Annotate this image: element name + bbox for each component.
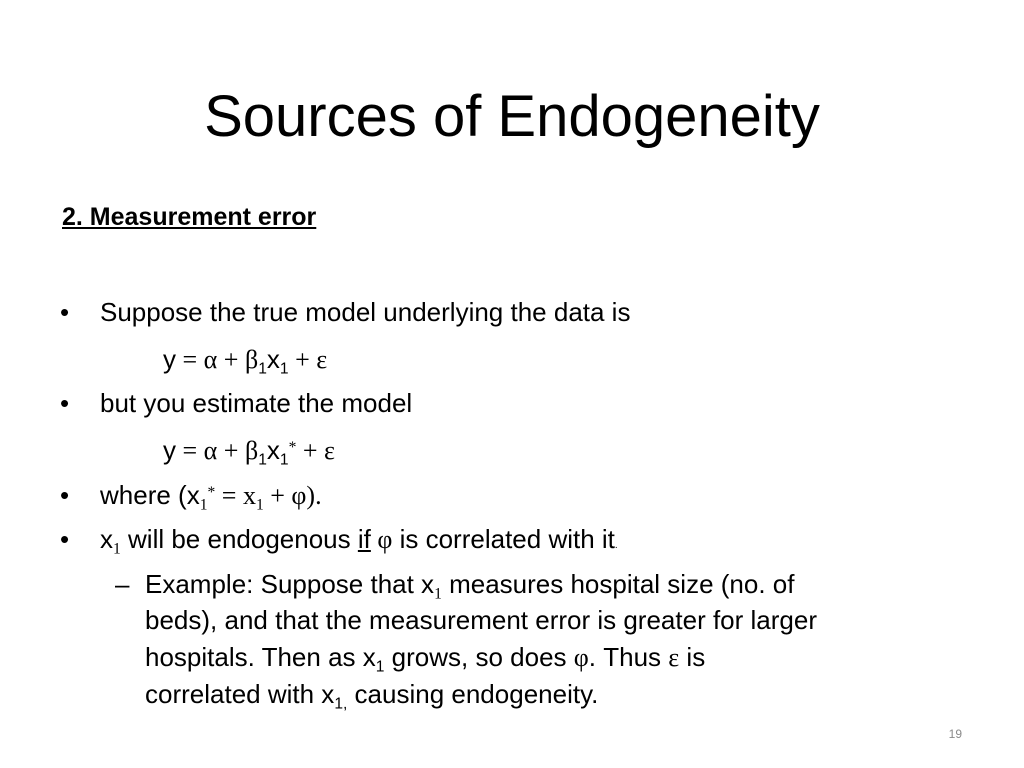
bullet-marker: • (60, 297, 70, 327)
slide-title: Sources of Endogeneity (204, 84, 820, 149)
example-line-4: correlated with $x_{1,}$ causing endogeneity. (145, 679, 599, 713)
section-heading: 2. Measurement error (62, 203, 317, 231)
bullet-marker: • (60, 388, 70, 418)
bullet-where: where $(x_1^* = x_1 + \varphi)$. (100, 480, 322, 514)
bullet-estimated-model: but you estimate the model (100, 388, 413, 418)
bullet-marker: • (60, 480, 70, 510)
dash-marker: – (115, 569, 130, 599)
bullet-true-model: Suppose the true model underlying the data is (100, 297, 631, 327)
example-line-3: hospitals. Then as $x_1$ grows, so does φ. Thus ε is (145, 642, 706, 676)
equation-estimated-model: $y = \alpha + \beta_1x_1^* + \varepsilon$ (163, 435, 335, 469)
page-number: 19 (948, 727, 962, 741)
bullet-marker: • (60, 524, 70, 554)
example-line-1: Example: Suppose that $x_1$ measures hospital size (no. of (145, 569, 795, 603)
example-line-2: beds), and that the measurement error is greater for larger (145, 605, 817, 635)
equation-true-model: $y = \alpha + \beta_1x_1 + \varepsilon$ (163, 344, 328, 378)
bullet-endogenous: $x_1$ will be endogenous if φ is correlated with it. (100, 524, 618, 558)
